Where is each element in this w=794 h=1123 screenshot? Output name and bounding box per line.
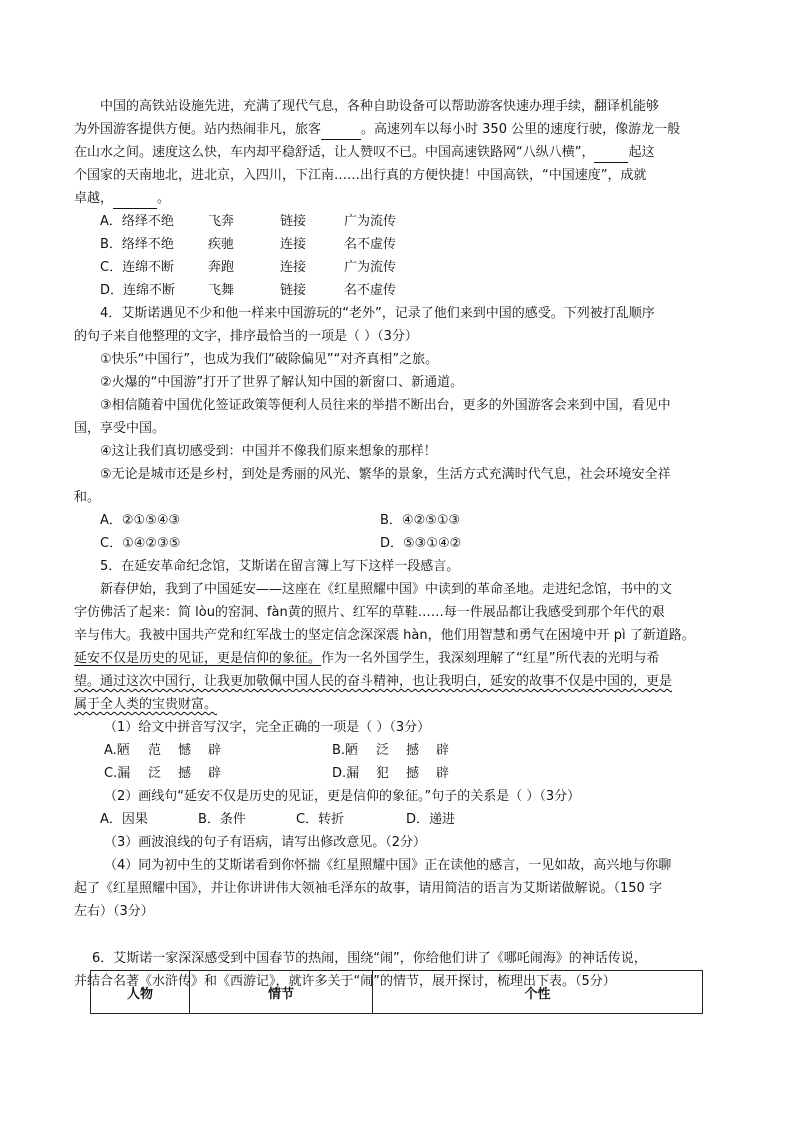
q5-sub1-option-b[interactable]: B.陋 泛 撼 辟: [332, 743, 450, 758]
q3-option-c[interactable]: C．连绵不断 奔跑 连接 广为流传: [100, 260, 397, 275]
q5-sub2-option-a[interactable]: A．因果: [100, 812, 148, 827]
wavy-underlined-sentence: 望。通过这次中国行，让我更加敬佩中国人民的奋斗精神，也让我明白，延安的故事不仅是中国的，更是: [74, 674, 673, 689]
passage-line-1: 中国的高铁站设施先进，充满了现代气息，各种自助设备可以帮助游客快速办理手续，翻译机能够: [100, 99, 660, 114]
q5-sub2: （2）画线句“延安不仅是历史的见证，更是信仰的象征。”句子的关系是（ ）（3分）: [104, 789, 581, 804]
q4-stem-2: 的句子来自他整理的文字，排序最恰当的一项是（ ）（3分）: [74, 329, 418, 344]
passage-line-5: 卓越， 。: [74, 190, 170, 209]
answer-blank-2[interactable]: [594, 144, 628, 163]
q5-stem: 5．在延安革命纪念馆，艾斯诺在留言簿上写下这样一段感言。: [100, 559, 460, 574]
q6-line-1: 6．艾斯诺一家深深感受到中国春节的热闹，围绕“闹”，你给他们讲了《哪吒闹海》的神话传说，: [92, 951, 647, 966]
underlined-sentence: 延安不仅是历史的见证，更是信仰的象征。: [74, 651, 322, 666]
q6-table: [90, 970, 703, 1014]
q4-sentence-4: ④这让我们真切感受到：中国并不像我们原来想象的那样！: [100, 444, 437, 459]
q5-paragraph-1: 新春伊始，我到了中国延安——这座在《红星照耀中国》中读到的革命圣地。走进纪念馆，书中的文: [100, 582, 673, 597]
q4-option-d[interactable]: D．⑤③①④②: [380, 536, 462, 551]
answer-blank-1[interactable]: [321, 121, 361, 140]
q5-sub4-line2: 起了《红星照耀中国》，并让你讲讲伟大领袖毛泽东的故事，请用简洁的语言为艾斯诺做解说。（150 字: [74, 881, 662, 896]
q5-sub3: （3）画波浪线的句子有语病，请写出修改意见。（2分）: [104, 835, 427, 850]
q3-option-a[interactable]: A．络绎不绝 飞奔 链接 广为流传: [100, 214, 397, 229]
answer-blank-3[interactable]: [113, 190, 157, 209]
table-header-row: [91, 971, 703, 1014]
q4-stem-1: 4．艾斯诺遇见不少和他一样来中国游玩的“老外”，记录了他们来到中国的感受。下列被打乱顺序: [100, 306, 655, 321]
q6-line-2: 并结合名著《水浒传》和《西游记》，就许多关于“闹”的情节，展开探讨，梳理出下表。（5分）: [74, 974, 616, 989]
q3-option-d[interactable]: D．连绵不断 飞舞 链接 名不虚传: [100, 283, 397, 298]
q4-sentence-5b: 和。: [74, 490, 101, 505]
q5-sub2-option-d[interactable]: D．递进: [406, 812, 456, 827]
wavy-underlined-sentence-end: 属于全人类的宝贵财富。: [74, 697, 218, 712]
q5-sub1-option-a[interactable]: A.陋 范 憾 辟: [104, 743, 222, 758]
q5-sub4-line1: （4）同为初中生的艾斯诺看到你怀揣《红星照耀中国》正在读他的感言，一见如故，高兴地与你聊: [104, 858, 672, 873]
q3-option-b[interactable]: B．络绎不绝 疾驰 连接 名不虚传: [100, 237, 397, 252]
q5-paragraph-6: [74, 696, 217, 714]
q4-sentence-5a: ⑤无论是城市还是乡村，到处是秀丽的风光、繁华的景象，生活方式充满时代气息，社会环境安全祥: [100, 467, 671, 482]
q5-paragraph-3: 辛与伟大。我被中国共产党和红军战士的坚定信念深深震 hàn，他们用智慧和勇气在困境中开 pì 了新道路。: [74, 628, 695, 643]
q5-paragraph-5: [74, 673, 672, 691]
q5-paragraph-2: 字仿佛活了起来：简 lòu的窑洞、fàn黄的照片、红军的草鞋……每一件展品都让我感受到那个年代的艰: [74, 605, 665, 620]
q5-sub1-option-d[interactable]: D.漏 犯 撼 辟: [332, 766, 450, 781]
passage-line-2: 为外国游客提供方便。站内热闹非凡，旅客 。高速列车以每小时 350 公里的速度行驶，像游龙一般: [74, 121, 680, 140]
q5-sub2-option-c[interactable]: C．转折: [296, 812, 345, 827]
q5-sub1: （1）给文中拼音写汉字，完全正确的一项是（ ）（3分）: [104, 720, 431, 735]
q5-sub4-line3: 左右）（3分）: [74, 904, 154, 919]
passage-line-4: 个国家的天南地北，进北京，入四川，下江南……出行真的方便快捷！中国高铁，“中国速度”，成就: [74, 168, 647, 183]
q4-option-c[interactable]: C．①④②③⑤: [100, 536, 181, 551]
q5-paragraph-4: 延安不仅是历史的见证，更是信仰的象征。作为一名外国学生，我深刻理解了“红星”所代表的光明与希: [74, 651, 660, 666]
passage-line-3: 在山水之间。速度这么快，车内却平稳舒适，让人赞叹不已。中国高速铁路网“八纵八横”， 起这: [74, 144, 655, 163]
q5-sub1-option-c[interactable]: C.漏 泛 撼 辟: [104, 766, 222, 781]
table-header-personality: 个性: [373, 971, 703, 1014]
q4-option-b[interactable]: B．④②⑤①③: [380, 513, 461, 528]
q4-sentence-1: ①快乐“中国行”，也成为我们“破除偏见”“对齐真相”之旅。: [100, 352, 439, 367]
q4-sentence-2: ②火爆的“中国游”打开了世界了解认知中国的新窗口、新通道。: [100, 375, 464, 390]
q5-sub2-option-b[interactable]: B．条件: [198, 812, 246, 827]
q4-option-a[interactable]: A．②①⑤④③: [100, 513, 181, 528]
q4-sentence-3b: 国，享受中国。: [74, 421, 166, 436]
table-header-plot: 情节: [190, 971, 373, 1014]
q4-sentence-3a: ③相信随着中国优化签证政策等便利人员往来的举措不断出台，更多的外国游客会来到中国，看见中: [100, 398, 671, 413]
table-header-person: 人物: [91, 971, 190, 1014]
